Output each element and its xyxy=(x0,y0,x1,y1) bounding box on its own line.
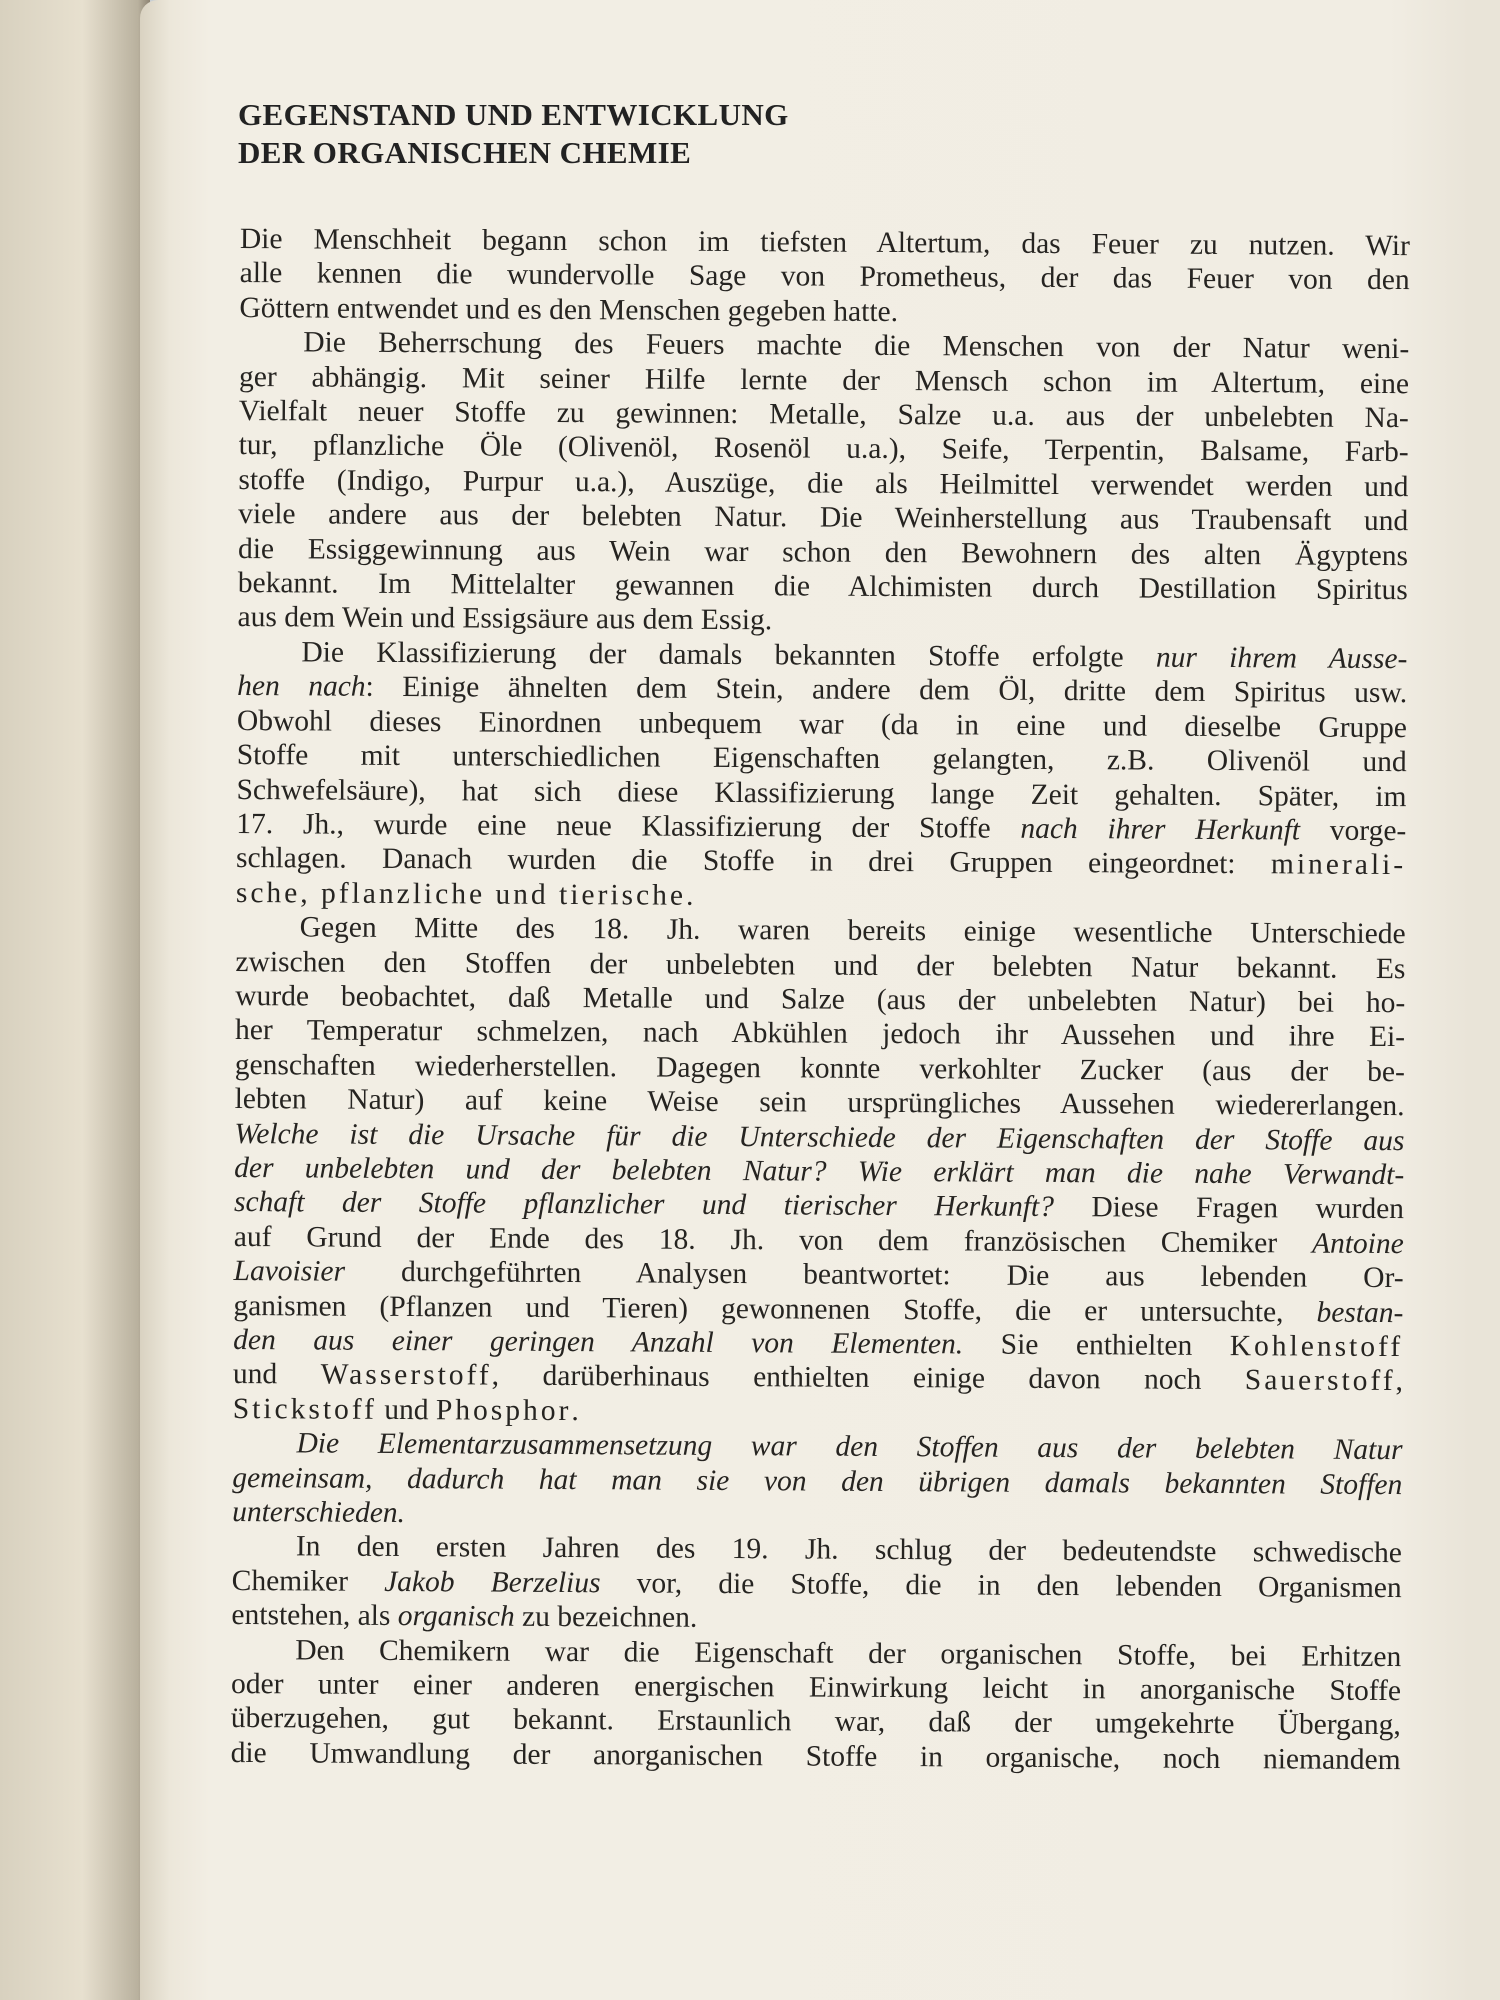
text-segment: oder unter einer anderen energischen Einwirkung leicht in anorganische Stoffe xyxy=(230,1668,1402,1708)
italic-text: Antoine xyxy=(1311,1227,1404,1260)
text-line xyxy=(232,1461,1402,1503)
text-segment: . xyxy=(571,1394,579,1427)
text-segment: vorge- xyxy=(1299,814,1407,848)
spaced-text: Phosphor xyxy=(435,1394,572,1427)
italic-text: nur ihrem Ausse- xyxy=(1155,641,1408,676)
text-segment: tur, pflanzliche Öle (Olivenöl, Rosenöl u.a.), Seife, Terpentin, Balsame, Farb- xyxy=(238,429,1409,469)
italic-text: Jakob Berzelius xyxy=(384,1565,601,1600)
body-text xyxy=(231,222,1410,1777)
text-segment: her Temperatur schmelzen, nach Abkühlen jedoch ihr Aussehen und ihre Ei- xyxy=(234,1014,1406,1054)
spaced-text: Wasserstoff xyxy=(320,1358,492,1392)
text-segment: Gegen Mitte des 18. Jh. waren bereits einige wesentliche Unterschiede xyxy=(299,911,1406,951)
text-segment: 17. Jh., wurde eine neue Klassifizierung der Stoffe xyxy=(236,807,1021,845)
text-segment: wurde beobachtet, daß Metalle und Salze (aus der unbelebten Natur) bei ho- xyxy=(235,979,1406,1020)
text-segment: und xyxy=(232,1358,321,1391)
chapter-heading-line-1: GEGENSTAND UND ENTWICKLUNG xyxy=(238,97,789,132)
text-segment: aus dem Wein und Essigsäure aus dem Essig. xyxy=(237,601,773,637)
italic-text: hen nach xyxy=(237,670,366,704)
italic-text: organisch xyxy=(397,1600,515,1633)
text-segment: Die Beherrschung des Feuers machte die Menschen von der Natur weni- xyxy=(303,326,1410,366)
text-segment: ger abhängig. Mit seiner Hilfe lernte der Mensch schon im Altertum, eine xyxy=(238,360,1410,400)
text-segment: , darüberhinaus enthielten einige davon noch xyxy=(491,1359,1245,1397)
italic-text: gemeinsam, dadurch hat man sie von den übrigen damals bekannten Stoffen xyxy=(232,1461,1403,1501)
text-segment: Schwefelsäure), hat sich diese Klassifizierung lange Zeit gehalten. Später, im xyxy=(236,773,1407,813)
chapter-heading-line-2: DER ORGANISCHEN CHEMIE xyxy=(238,135,692,170)
italic-text: schaft der Stoffe pflanzlicher und tierischer Herkunft? xyxy=(233,1186,1055,1224)
italic-text: Die Elementarzusammensetzung war den Stoffen aus der belebten Natur xyxy=(296,1427,1403,1467)
text-segment: Obwohl dieses Einordnen unbequem war (da in eine und dieselbe Gruppe xyxy=(236,704,1408,744)
spaced-text: Sauerstoff xyxy=(1244,1364,1396,1398)
text-segment: In den ersten Jahren des 19. Jh. schlug der bedeutendste schwedische xyxy=(295,1530,1402,1570)
italic-text: den aus einer geringen Anzahl von Elementen. xyxy=(233,1323,964,1361)
text-segment: Vielfalt neuer Stoffe zu gewinnen: Metalle, Salze u.a. aus der unbelebten Na- xyxy=(238,395,1409,435)
text-segment: Die Klassifizierung der damals bekannten Stoffe erfolgte xyxy=(301,636,1157,674)
spaced-text: sche, pflanzliche und tierische. xyxy=(235,876,697,912)
text-segment: genschaften wiederherstellen. Dagegen konnte verkohlter Zucker (aus der be- xyxy=(234,1048,1405,1088)
text-segment: viele andere aus der belebten Natur. Die Weinherstellung aus Traubensaft und xyxy=(238,498,1409,538)
italic-text: Lavoisier xyxy=(233,1255,346,1288)
text-segment: Chemiker xyxy=(231,1564,385,1598)
italic-text: bestan- xyxy=(1316,1296,1404,1329)
text-segment: , xyxy=(1395,1365,1404,1398)
text-segment: überzugehen, gut bekannt. Erstaunlich war, daß der umgekehrte Übergang, xyxy=(230,1702,1401,1742)
text-segment: durchgeführten Analysen beantwortet: Die aus lebenden Or- xyxy=(344,1255,1404,1295)
text-segment: Stoffe mit unterschiedlichen Eigenschaften gelangten, z.B. Olivenöl und xyxy=(236,739,1407,779)
left-page-edge xyxy=(0,0,150,2000)
text-segment: die Umwandlung der anorganischen Stoffe in organische, noch niemandem xyxy=(230,1736,1401,1776)
italic-text: der unbelebten und der belebten Natur? Wie erklärt man die nahe Verwandt- xyxy=(234,1151,1405,1192)
italic-text: Welche ist die Ursache für die Unterschiede der Eigenschaften der Stoffe aus xyxy=(234,1117,1405,1157)
text-segment: lebten Natur) auf keine Weise sein ursprüngliches Aussehen wiedererlangen. xyxy=(234,1083,1405,1123)
italic-text: nach ihrer Herkunft xyxy=(1020,812,1301,847)
text-segment: vor, die Stoffe, die in den lebenden Organismen xyxy=(600,1567,1402,1604)
text-segment: Die Menschheit begann schon im tiefsten Altertum, das Feuer zu nutzen. Wir xyxy=(239,222,1410,263)
text-segment: die Essiggewinnung aus Wein war schon den Bewohnern des alten Ägyptens xyxy=(237,532,1409,572)
text-segment: Den Chemikern war die Eigenschaft der organischen Stoffe, bei Erhitzen xyxy=(295,1634,1402,1673)
text-segment: stoffe (Indigo, Purpur u.a.), Auszüge, die als Heilmittel verwendet werden und xyxy=(238,463,1409,503)
text-segment: schlagen. Danach wurden die Stoffe in drei Gruppen eingeordnet: xyxy=(236,842,1272,881)
spaced-text: Stickstoff xyxy=(232,1392,378,1426)
italic-text: unterschieden. xyxy=(232,1496,406,1530)
text-segment: zwischen den Stoffen der unbelebten und der belebten Natur bekannt. Es xyxy=(235,945,1406,985)
text-segment: zu bezeichnen. xyxy=(514,1600,698,1635)
text-segment: und xyxy=(376,1393,437,1427)
spaced-text: Kohlenstoff xyxy=(1229,1330,1404,1364)
text-segment: entstehen, als xyxy=(231,1599,398,1633)
text-segment: Diese Fragen wurden xyxy=(1053,1191,1405,1226)
text-segment: ganismen (Pflanzen und Tieren) gewonnenen Stoffe, die er untersuchte, xyxy=(233,1289,1317,1329)
text-segment: bekannt. Im Mittelalter gewannen die Alchimisten durch Destillation Spiritus xyxy=(237,567,1408,607)
text-line xyxy=(231,1736,1401,1778)
text-segment: Sie enthielten xyxy=(963,1328,1230,1363)
text-segment: : Einige ähnelten dem Stein, andere dem Öl, dritte dem Spiritus usw. xyxy=(365,671,1408,710)
text-segment: alle kennen die wundervolle Sage von Prometheus, der das Feuer von den xyxy=(239,257,1410,297)
text-segment: auf Grund der Ende des 18. Jh. von dem französischen Chemiker xyxy=(233,1220,1313,1260)
chapter-heading xyxy=(238,96,1138,172)
spaced-text: minerali- xyxy=(1270,848,1407,882)
text-segment: Göttern entwendet und es den Menschen gegeben hatte. xyxy=(239,291,899,328)
